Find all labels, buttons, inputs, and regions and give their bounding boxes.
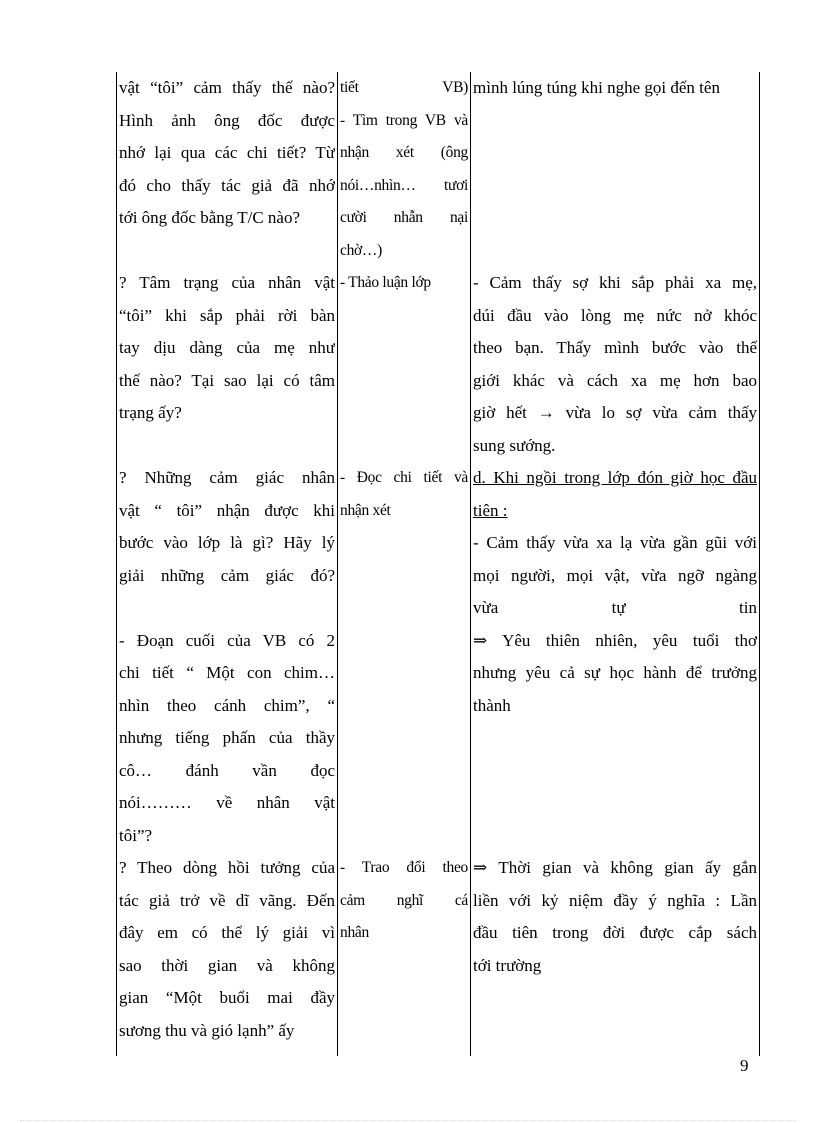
table-cell-col2	[338, 267, 471, 462]
cell-line: cười nhẫn nại	[340, 209, 468, 226]
cell-line: Hình ảnh ông đốc được	[119, 110, 335, 130]
table-cell-col2	[338, 462, 471, 852]
cell-line: giới khác và cách xa mẹ hơn bao	[473, 370, 757, 390]
cell-line: - Tìm trong VB và	[340, 111, 468, 129]
cell-line: - Thảo luận lớp	[340, 274, 431, 291]
table-cell-col2	[338, 72, 471, 267]
cell-line	[119, 592, 335, 625]
cell-line: cô… đánh vần đọc	[119, 760, 335, 780]
cell-line: thành	[473, 695, 511, 715]
cell-line: mọi người, mọi vật, vừa ngỡ ngàng	[473, 565, 757, 585]
table-row	[117, 462, 760, 852]
table-cell-col1	[117, 72, 338, 267]
table-cell-col3	[471, 462, 760, 852]
cell-line: gian “Một buổi mai đầy	[119, 988, 335, 1007]
cell-line: theo bạn. Thấy mình bước vào thế	[473, 338, 757, 357]
page-number: 9	[740, 1056, 749, 1075]
cell-line: tới ông đốc bằng T/C nào?	[119, 208, 301, 227]
cell-line: - Cảm thấy sợ khi sắp phải xa mẹ,	[473, 273, 757, 292]
cell-line: sao thời gian và không	[119, 955, 335, 975]
cell-line: ? Tâm trạng của nhân vật	[119, 273, 335, 292]
cell-line: vừa tự tin	[473, 598, 757, 617]
cell-line: liền với kỷ niệm đầy ý nghĩa : Lần	[473, 890, 757, 910]
lesson-table	[116, 72, 760, 1056]
cell-line: vật “ tôi” nhận được khi	[119, 500, 335, 520]
cell-line: nhận xét (ông	[340, 144, 468, 161]
cell-line: đây em có thể lý giải vì	[119, 923, 335, 942]
cell-line: sương thu và gió lạnh” ấy	[119, 1020, 295, 1040]
page-bottom-rule	[20, 1120, 796, 1121]
table-cell-col3	[471, 72, 760, 267]
cell-line: tác giả trở về dĩ vãng. Đến	[119, 890, 335, 910]
cell-line: mình lúng túng khi nghe gọi đến tên	[473, 78, 720, 97]
cell-line: tôi”?	[119, 825, 153, 845]
cell-line: vật “tôi” cảm thấy thế nào?	[119, 78, 335, 97]
cell-line: ? Những cảm giác nhân	[119, 468, 335, 487]
cell-line: “tôi” khi sắp phải rời bàn	[119, 305, 335, 325]
cell-line: tới trường	[473, 955, 542, 975]
cell-line: - Trao đổi theo	[340, 859, 468, 876]
table-cell-col1	[117, 267, 338, 462]
cell-line: tiết VB)	[340, 79, 468, 96]
cell-line: tay dịu dàng của mẹ như	[119, 338, 335, 357]
cell-line: thế nào? Tại sao lại có tâm	[119, 370, 335, 390]
table-cell-col1	[117, 462, 338, 852]
cell-line: - Đọc chi tiết và	[340, 469, 468, 486]
cell-line: nhưng tiếng phấn của thầy	[119, 728, 335, 747]
cell-line: bước vào lớp là gì? Hãy lý	[119, 533, 335, 552]
table-cell-col2	[338, 852, 471, 1056]
cell-line: nhận xét	[340, 501, 391, 519]
cell-line: cảm nghĩ cá	[340, 891, 468, 909]
cell-line: tiên :	[473, 500, 508, 520]
cell-line: sung sướng.	[473, 435, 556, 455]
table-cell-col3	[471, 267, 760, 462]
cell-line: nhìn theo cánh chim”, “	[119, 695, 335, 715]
cell-line: nhân	[340, 924, 369, 941]
cell-line: giải những cảm giác đó?	[119, 565, 335, 585]
table-row	[117, 267, 760, 462]
cell-line: chi tiết “ Một con chim…	[119, 663, 335, 682]
cell-line: nói…nhìn… tươi	[340, 176, 468, 194]
table-cell-col1	[117, 852, 338, 1056]
cell-line: giờ hết → vừa lo sợ vừa cảm thấy	[473, 403, 757, 422]
cell-line: - Đoạn cuối của VB có 2	[119, 630, 335, 650]
table-row	[117, 72, 760, 267]
cell-line: ⇒ Thời gian và không gian ấy gắn	[473, 858, 757, 877]
table-row	[117, 852, 760, 1056]
cell-line: chờ…)	[340, 241, 382, 259]
cell-line: ⇒ Yêu thiên nhiên, yêu tuổi thơ	[473, 630, 757, 650]
cell-line: đầu tiên trong đời được cắp sách	[473, 923, 757, 942]
lesson-table-body	[117, 72, 760, 1056]
cell-line: nói……… về nhân vật	[119, 793, 335, 812]
cell-line: ? Theo dòng hồi tưởng của	[119, 858, 335, 877]
table-cell-col3	[471, 852, 760, 1056]
cell-line: trạng ấy?	[119, 403, 182, 422]
cell-line: nhớ lại qua các chi tiết? Từ	[119, 143, 335, 162]
cell-line: d. Khi ngồi trong lớp đón giờ học đầu	[473, 468, 757, 487]
cell-line: nhưng yêu cả sự học hành để trưởng	[473, 663, 757, 682]
cell-line: - Cảm thấy vừa xa lạ vừa gần gũi với	[473, 533, 757, 552]
cell-line: đó cho thấy tác giả đã nhớ	[119, 175, 335, 195]
cell-line: dúi đầu vào lòng mẹ nức nở khóc	[473, 305, 757, 325]
